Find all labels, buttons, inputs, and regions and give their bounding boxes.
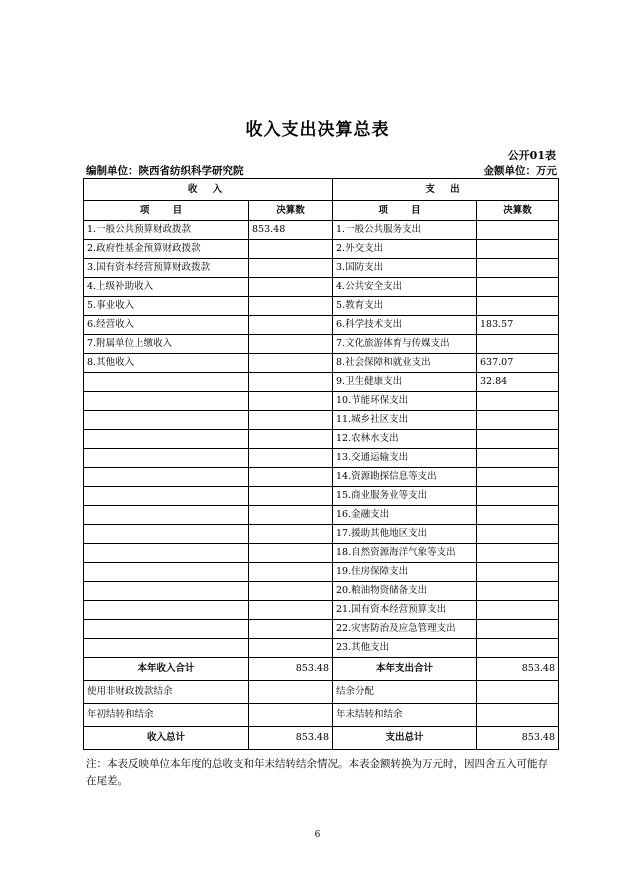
income-amount-header: 决算数 [249,201,333,221]
income-item-value [249,449,333,468]
income-item-label [84,563,249,582]
expense-item-value [477,506,559,525]
income-item-value [249,430,333,449]
expense-amount-header: 决算数 [477,201,559,221]
expense-item-label: 5.教育支出 [333,297,477,316]
begin-balance-label: 年初结转和结余 [84,704,249,727]
expense-item-value: 637.07 [477,354,559,373]
income-item-value [249,468,333,487]
expense-item-label: 21.国有资本经营预算支出 [333,601,477,620]
income-item-value [249,601,333,620]
income-item-label [84,430,249,449]
income-item-value [249,487,333,506]
expense-item-value [477,582,559,601]
income-item-label [84,620,249,639]
table-row [84,354,559,373]
expense-item-label: 12.农林水支出 [333,430,477,449]
unit-label: 金额单位：万元 [483,165,557,177]
expense-item-label: 7.文化旅游体育与传媒支出 [333,335,477,354]
income-item-header: 项 目 [84,201,249,221]
table-row [84,449,559,468]
table-row [84,430,559,449]
table-row [84,278,559,297]
income-item-label: 2.政府性基金预算财政拨款 [84,240,249,259]
expense-item-value [477,639,559,658]
income-item-value: 853.48 [249,221,333,240]
expense-item-value: 183.57 [477,316,559,335]
expense-item-value [477,449,559,468]
expense-item-label: 20.粮油物资储备支出 [333,582,477,601]
expense-item-label: 10.节能环保支出 [333,392,477,411]
year-expense-value: 853.48 [477,658,559,681]
expense-item-value [477,430,559,449]
income-item-value [249,392,333,411]
expense-item-header: 项 目 [333,201,477,221]
expense-item-label: 18.自然资源海洋气象等支出 [333,544,477,563]
expense-item-label: 4.公共安全支出 [333,278,477,297]
income-item-label [84,506,249,525]
expense-item-label: 8.社会保障和就业支出 [333,354,477,373]
income-total-value: 853.48 [249,727,333,750]
expense-item-value [477,487,559,506]
year-income-label: 本年收入合计 [84,658,249,681]
income-item-value [249,563,333,582]
expense-item-label: 1.一般公共服务支出 [333,221,477,240]
total-row [84,658,559,681]
expense-item-value [477,278,559,297]
expense-item-label: 16.金融支出 [333,506,477,525]
expense-total-value: 853.48 [477,727,559,750]
year-expense-label: 本年支出合计 [333,658,477,681]
income-item-value [249,411,333,430]
expense-item-label: 6.科学技术支出 [333,316,477,335]
income-item-label: 3.国有资本经营预算财政拨款 [84,259,249,278]
table-row [84,544,559,563]
begin-balance-value [249,704,333,727]
table-row [84,582,559,601]
income-item-value [249,506,333,525]
expense-item-label: 3.国防支出 [333,259,477,278]
expense-item-value [477,221,559,240]
table-row [84,563,559,582]
income-item-label: 4.上级补助收入 [84,278,249,297]
expense-item-label: 15.商业服务业等支出 [333,487,477,506]
income-item-value [249,544,333,563]
expense-header: 支 出 [333,179,559,201]
income-item-value [249,639,333,658]
income-item-label [84,392,249,411]
table-row [84,335,559,354]
org-label: 编制单位：陕西省纺织科学研究院 [86,165,244,177]
income-item-value [249,259,333,278]
expense-item-value [477,563,559,582]
income-item-label [84,487,249,506]
balance-distribution-value [477,681,559,704]
table-row [84,506,559,525]
non-fiscal-balance-value [249,681,333,704]
expense-item-label: 17.援助其他地区支出 [333,525,477,544]
expense-item-label: 9.卫生健康支出 [333,373,477,392]
table-row [84,525,559,544]
year-income-value: 853.48 [249,658,333,681]
income-item-value [249,297,333,316]
expense-item-value [477,297,559,316]
expense-item-value [477,259,559,278]
table-row [84,297,559,316]
income-item-value [249,316,333,335]
income-item-label [84,544,249,563]
expense-item-label: 22.灾害防治及应急管理支出 [333,620,477,639]
non-fiscal-balance-label: 使用非财政拨款结余 [84,681,249,704]
table-row [84,392,559,411]
income-item-label [84,639,249,658]
income-item-label [84,449,249,468]
expense-item-value [477,544,559,563]
total-row [84,727,559,750]
income-item-label: 1.一般公共预算财政拨款 [84,221,249,240]
table-row [84,373,559,392]
expense-item-label: 13.交通运输支出 [333,449,477,468]
expense-total-label: 支出总计 [333,727,477,750]
table-row [84,620,559,639]
page-title: 收入支出决算总表 [245,120,390,140]
expense-item-label: 14.资源勘探信息等支出 [333,468,477,487]
income-item-value [249,373,333,392]
end-balance-label: 年末结转和结余 [333,704,477,727]
income-header: 收 入 [84,179,333,201]
income-item-label [84,582,249,601]
income-item-value [249,278,333,297]
income-item-label: 5.事业收入 [84,297,249,316]
column-header-row [84,201,559,221]
table-row [84,221,559,240]
income-item-label [84,601,249,620]
income-item-value [249,525,333,544]
footnote: 注：本表反映单位本年度的总收支和年末结转结余情况。本表金额转换为万元时，因四舍五入可能存在尾差。 [86,758,548,787]
section-header-row [84,179,559,201]
expense-item-value [477,392,559,411]
table-row [84,411,559,430]
table-row [84,639,559,658]
expense-item-value [477,468,559,487]
table-row [84,468,559,487]
income-item-label [84,373,249,392]
expense-item-label: 19.住房保障支出 [333,563,477,582]
expense-item-label: 2.外交支出 [333,240,477,259]
expense-item-value [477,620,559,639]
income-item-value [249,582,333,601]
page-number: 6 [314,830,321,840]
table-row [84,240,559,259]
income-item-label [84,468,249,487]
income-item-label: 7.附属单位上缴收入 [84,335,249,354]
income-item-value [249,335,333,354]
income-item-label [84,525,249,544]
income-item-label [84,411,249,430]
income-item-value [249,240,333,259]
expense-item-value [477,240,559,259]
expense-item-value [477,601,559,620]
expense-item-value [477,411,559,430]
table-row [84,316,559,335]
income-item-value [249,620,333,639]
income-item-label: 8.其他收入 [84,354,249,373]
expense-item-label: 11.城乡社区支出 [333,411,477,430]
expense-item-label: 23.其他支出 [333,639,477,658]
income-item-value [249,354,333,373]
end-balance-value [477,704,559,727]
total-row [84,704,559,727]
expense-item-value [477,335,559,354]
expense-item-value: 32.84 [477,373,559,392]
table-row [84,601,559,620]
form-number: 公开01表 [507,149,556,162]
total-row [84,681,559,704]
table-row [84,259,559,278]
summary-table [83,178,559,750]
expense-item-value [477,525,559,544]
balance-distribution-label: 结余分配 [333,681,477,704]
income-total-label: 收入总计 [84,727,249,750]
table-row [84,487,559,506]
income-item-label: 6.经营收入 [84,316,249,335]
